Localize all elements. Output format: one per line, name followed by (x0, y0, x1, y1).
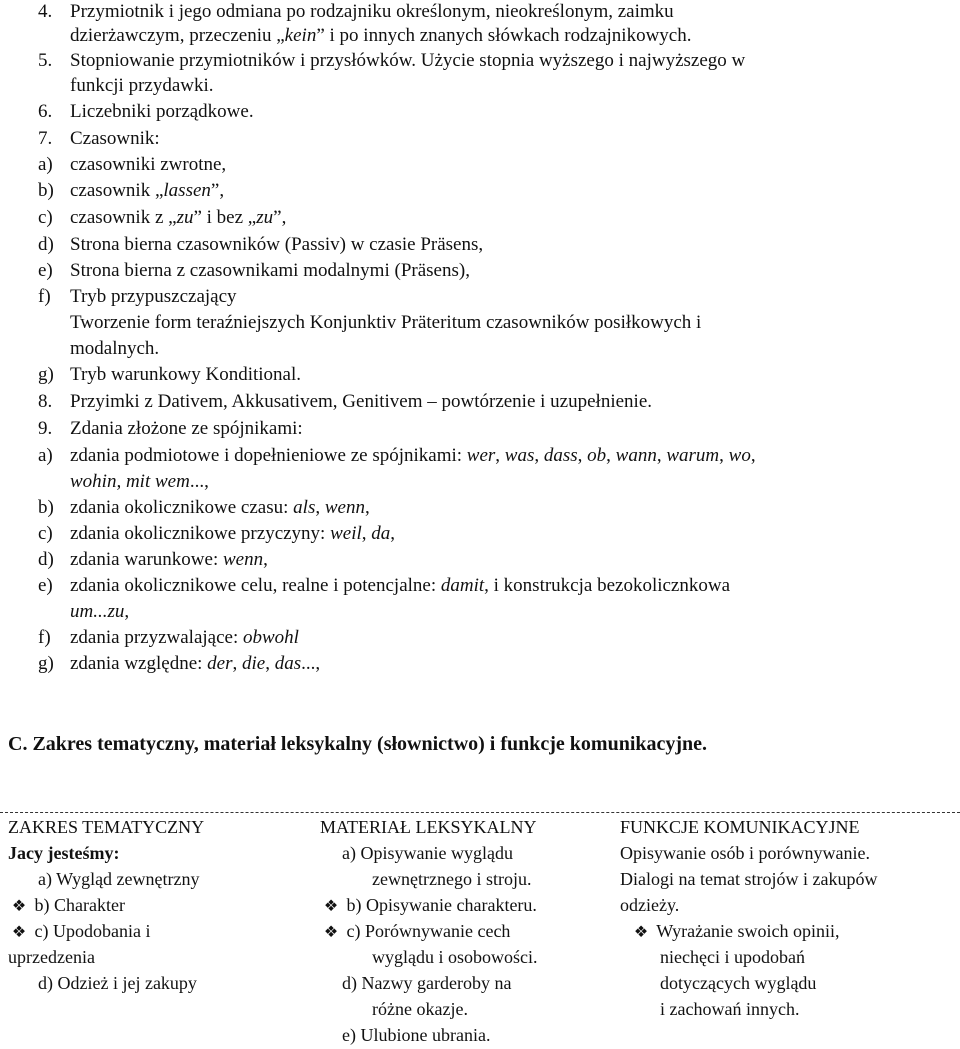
topic-item: a) Wygląd zewnętrzny (38, 869, 200, 889)
diamond-bullet-icon: ❖ (11, 924, 27, 941)
function-item-cont: niechęci i upodobań (660, 947, 805, 967)
sub-label: b) (38, 497, 54, 518)
item-9c-text: zdania okolicznikowe przyczyny: weil, da, (70, 523, 396, 544)
item-number: 9. (38, 418, 53, 439)
item-9a-text: zdania podmiotowe i dopełnieniowe ze spójnikami: wer, was, dass, ob, wann, warum, wo, (70, 445, 756, 466)
sub-label: f) (38, 286, 51, 307)
item-7e-text: Strona bierna z czasownikami modalnymi (Präsens), (70, 260, 470, 281)
item-5-text-cont: funkcji przydawki. (70, 75, 214, 96)
sub-label: c) (38, 207, 53, 228)
sub-label: a) (38, 154, 53, 175)
table-top-rule (0, 812, 960, 813)
topic-item: d) Odzież i jej zakupy (38, 973, 197, 993)
item-4-text: Przymiotnik i jego odmiana po rodzajniku określonym, nieokreślonym, zaimku (70, 1, 674, 22)
sub-label: e) (38, 260, 53, 281)
topic-item-cont: uprzedzenia (8, 947, 95, 967)
diamond-bullet-icon: ❖ (323, 924, 339, 941)
vocab-item: d) Nazwy garderoby na (342, 973, 512, 993)
item-7-text: Czasownik: (70, 128, 160, 149)
item-9e-text: zdania okolicznikowe celu, realne i potencjalne: damit, i konstrukcja bezokolicznkowa (70, 575, 731, 596)
diamond-bullet-icon: ❖ (633, 924, 649, 941)
function-item-bulleted: ❖ Wyrażanie swoich opinii, (630, 918, 840, 946)
vocab-item-cont: wyglądu i osobowości. (372, 947, 538, 967)
vocab-item-bulleted: ❖ b) Opisywanie charakteru. (320, 892, 537, 920)
function-item-cont: i zachowań innych. (660, 999, 800, 1019)
item-4-text-cont: dzierżawczym, przeczeniu „kein” i po innych znanych słówkach rodzajnikowych. (70, 25, 692, 46)
topic-subheading: Jacy jesteśmy: (8, 843, 120, 863)
topic-item-bulleted: ❖ b) Charakter (8, 892, 125, 920)
column-header: FUNKCJE KOMUNIKACYJNE (620, 817, 860, 837)
item-7a-text: czasowniki zwrotne, (70, 154, 227, 175)
item-7c-text: czasownik z „zu” i bez „zu”, (70, 207, 287, 228)
item-9g-text: zdania względne: der, die, das..., (70, 653, 321, 674)
item-7d-text: Strona bierna czasowników (Passiv) w czasie Präsens, (70, 234, 484, 255)
item-7b-text: czasownik „lassen”, (70, 180, 225, 201)
sub-label: a) (38, 445, 53, 466)
item-5-text: Stopniowanie przymiotników i przysłówków. Użycie stopnia wyższego i najwyższego w (70, 50, 746, 71)
item-9d-text: zdania warunkowe: wenn, (70, 549, 268, 570)
sub-label: c) (38, 523, 53, 544)
sub-label: e) (38, 575, 53, 596)
item-8-text: Przyimki z Dativem, Akkusativem, Genitivem – powtórzenie i uzupełnienie. (70, 391, 652, 412)
vocab-item: a) Opisywanie wyglądu (342, 843, 513, 863)
item-9b-text: zdania okolicznikowe czasu: als, wenn, (70, 497, 370, 518)
sub-label: g) (38, 364, 54, 385)
diamond-bullet-icon: ❖ (11, 898, 27, 915)
vocab-item: e) Ulubione ubrania. (342, 1025, 491, 1045)
item-7g-text: Tryb warunkowy Konditional. (70, 364, 301, 385)
function-item-cont: dotyczących wyglądu (660, 973, 817, 993)
sub-label: d) (38, 549, 54, 570)
sub-label: f) (38, 627, 51, 648)
item-7f-text: Tryb przypuszczający (70, 286, 237, 307)
diamond-bullet-icon: ❖ (323, 898, 339, 915)
item-number: 7. (38, 128, 53, 149)
sub-label: g) (38, 653, 54, 674)
item-9a-text-cont: wohin, mit wem..., (70, 471, 209, 492)
column-header: ZAKRES TEMATYCZNY (8, 817, 205, 837)
vocab-item-cont: różne okazje. (372, 999, 468, 1019)
item-9e-text-cont: um...zu, (70, 601, 130, 622)
function-item-cont: odzieży. (620, 895, 680, 915)
vocab-item-cont: zewnętrznego i stroju. (372, 869, 532, 889)
item-9f-text: zdania przyzwalające: obwohl (70, 627, 299, 648)
item-6-text: Liczebniki porządkowe. (70, 101, 254, 122)
item-number: 5. (38, 50, 53, 71)
item-number: 8. (38, 391, 53, 412)
section-c-heading: C. Zakres tematyczny, materiał leksykalny (słownictwo) i funkcje komunikacyjne. (8, 733, 708, 755)
function-item: Opisywanie osób i porównywanie. (620, 843, 870, 863)
item-7f-text-cont: Tworzenie form teraźniejszych Konjunktiv Präteritum czasowników posiłkowych i (70, 312, 702, 333)
vocab-item-bulleted: ❖ c) Porównywanie cech (320, 918, 510, 946)
topic-item-bulleted: ❖ c) Upodobania i (8, 918, 150, 946)
item-7f-text-cont2: modalnych. (70, 338, 160, 359)
sub-label: b) (38, 180, 54, 201)
item-number: 4. (38, 1, 53, 22)
sub-label: d) (38, 234, 54, 255)
column-header: MATERIAŁ LEKSYKALNY (320, 817, 537, 837)
item-9-text: Zdania złożone ze spójnikami: (70, 418, 303, 439)
function-item: Dialogi na temat strojów i zakupów (620, 869, 878, 889)
item-number: 6. (38, 101, 53, 122)
